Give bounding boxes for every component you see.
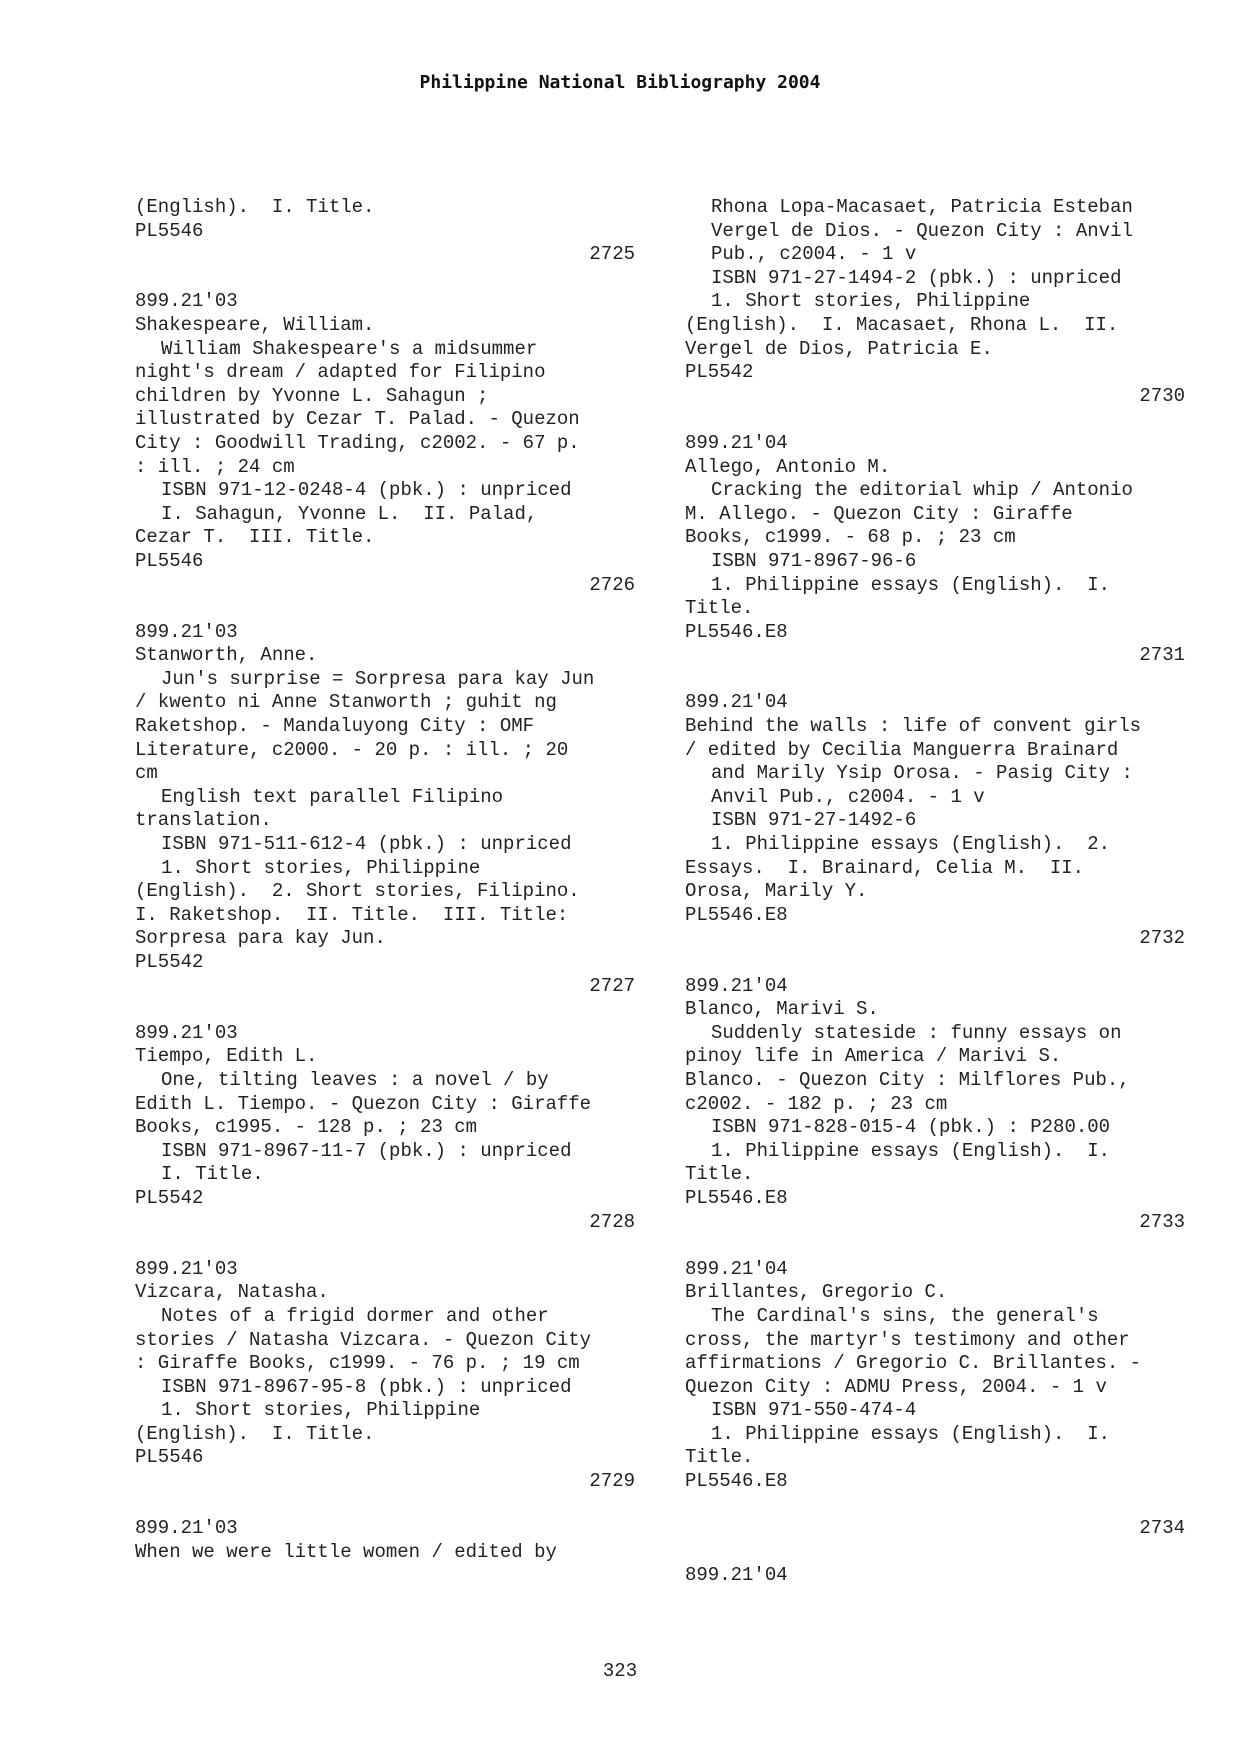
entry-number: 2733	[1139, 1210, 1185, 1233]
entry-line: ISBN 971-511-612-4 (pbk.) : unpriced	[161, 833, 572, 856]
entry-line: PL5546.E8	[685, 1470, 788, 1493]
entry-line: Allego, Antonio M.	[685, 455, 891, 478]
entry-line: Title.	[685, 1446, 754, 1469]
right-column	[685, 196, 1185, 1588]
entry-line: 899.21'04	[685, 1257, 788, 1280]
entry-line: 1. Short stories, Philippine	[161, 856, 481, 879]
entry-line: When we were little women / edited by	[135, 1540, 557, 1563]
entry-line: 899.21'03	[135, 1257, 238, 1280]
entry-line: ISBN 971-8967-11-7 (pbk.) : unpriced	[161, 1139, 572, 1162]
blank-line	[685, 408, 1185, 432]
blank-line	[685, 1541, 1185, 1565]
entry-number: 2727	[589, 974, 635, 997]
entry-line: I. Sahagun, Yvonne L. II. Palad,	[161, 502, 538, 525]
entry-line: c2002. - 182 p. ; 23 cm	[685, 1092, 948, 1115]
entry-line: : Giraffe Books, c1999. - 76 p. ; 19 cm	[135, 1352, 580, 1375]
entry-line: 899.21'04	[685, 691, 788, 714]
entry-line: PL5546	[135, 549, 204, 572]
blank-line	[135, 267, 635, 291]
entry-line: M. Allego. - Quezon City : Giraffe	[685, 502, 1073, 525]
blank-line	[135, 597, 635, 621]
entry-line: Rhona Lopa-Macasaet, Patricia Esteban	[711, 196, 1133, 218]
entry-line: / edited by Cecilia Manguerra Brainard	[685, 738, 1119, 761]
blank-line	[685, 951, 1185, 975]
entry-line: ISBN 971-27-1494-2 (pbk.) : unpriced	[711, 266, 1122, 289]
entry-line: and Marily Ysip Orosa. - Pasig City :	[711, 762, 1133, 785]
entry-line: Vergel de Dios, Patricia E.	[685, 337, 993, 360]
entry-line: City : Goodwill Trading, c2002. - 67 p.	[135, 431, 580, 454]
entry-line: Vergel de Dios. - Quezon City : Anvil	[711, 219, 1133, 242]
entry-line: Essays. I. Brainard, Celia M. II.	[685, 856, 1085, 879]
entry-line: cm	[135, 762, 158, 785]
entry-line: : ill. ; 24 cm	[135, 455, 295, 478]
entry-line: Edith L. Tiempo. - Quezon City : Giraffe	[135, 1092, 592, 1115]
entry-line: Tiempo, Edith L.	[135, 1045, 318, 1068]
entry-line: pinoy life in America / Marivi S.	[685, 1045, 1062, 1068]
entry-line: ISBN 971-27-1492-6	[711, 809, 917, 832]
page-title: Philippine National Bibliography 2004	[419, 72, 821, 93]
entry-line: One, tilting leaves : a novel / by	[161, 1068, 549, 1091]
entry-line: PL5546.E8	[685, 1186, 788, 1209]
entry-number: 2728	[589, 1210, 635, 1233]
entry-line: 1. Philippine essays (English). 2.	[711, 833, 1111, 856]
blank-line	[135, 998, 635, 1022]
entry-line: Shakespeare, William.	[135, 313, 375, 336]
blank-line	[685, 1494, 1185, 1518]
entry-line: Literature, c2000. - 20 p. : ill. ; 20	[135, 738, 569, 761]
entry-line: Suddenly stateside : funny essays on	[711, 1021, 1122, 1044]
entry-line: 1. Short stories, Philippine	[161, 1399, 481, 1422]
entry-line: I. Raketshop. II. Title. III. Title:	[135, 903, 569, 926]
entry-line: The Cardinal's sins, the general's	[711, 1304, 1099, 1327]
entry-line: Anvil Pub., c2004. - 1 v	[711, 785, 985, 808]
entry-line: Cezar T. III. Title.	[135, 526, 375, 549]
entry-line: translation.	[135, 809, 272, 832]
entry-line: English text parallel Filipino	[161, 785, 504, 808]
entry-line: William Shakespeare's a midsummer	[161, 337, 538, 360]
entry-line: (English). I. Macasaet, Rhona L. II.	[685, 313, 1119, 336]
entry-line: I. Title.	[161, 1163, 264, 1186]
blank-line	[135, 1494, 635, 1518]
entry-line: night's dream / adapted for Filipino	[135, 361, 546, 384]
entry-number: 2731	[1139, 644, 1185, 667]
entry-line: Title.	[685, 1163, 754, 1186]
entry-line: 1. Short stories, Philippine	[711, 290, 1031, 313]
entry-line: 899.21'04	[685, 431, 788, 454]
entry-line: (English). I. Title.	[135, 196, 375, 218]
entry-line: PL5546	[135, 219, 204, 242]
entry-line: 899.21'04	[685, 1564, 788, 1587]
entry-line: 899.21'03	[135, 290, 238, 313]
entry-number: 2730	[1139, 384, 1185, 407]
entry-line: cross, the martyr's testimony and other	[685, 1328, 1130, 1351]
entry-line: 899.21'04	[685, 974, 788, 997]
entry-line: ISBN 971-8967-95-8 (pbk.) : unpriced	[161, 1375, 572, 1398]
entry-number: 2725	[589, 243, 635, 266]
entry-number: 2732	[1139, 927, 1185, 950]
entry-line: PL5542	[685, 361, 754, 384]
entry-line: ISBN 971-550-474-4	[711, 1399, 917, 1422]
entry-line: PL5542	[135, 1186, 204, 1209]
page-number: 323	[602, 1660, 638, 1682]
entry-line: Books, c1995. - 128 p. ; 23 cm	[135, 1116, 478, 1139]
entry-line: (English). I. Title.	[135, 1422, 375, 1445]
entry-line: Jun's surprise = Sorpresa para kay Jun	[161, 667, 595, 690]
entry-number: 2734	[1139, 1517, 1185, 1540]
entry-line: 1. Philippine essays (English). I.	[711, 1139, 1111, 1162]
entry-number: 2726	[589, 573, 635, 596]
entry-line: PL5542	[135, 951, 204, 973]
blank-line	[685, 1234, 1185, 1258]
entry-line: Orosa, Marily Y.	[685, 880, 868, 903]
entry-line: Blanco, Marivi S.	[685, 998, 879, 1021]
entry-line: PL5546	[135, 1446, 204, 1469]
entry-line: affirmations / Gregorio C. Brillantes. -	[685, 1352, 1142, 1375]
entry-line: Raketshop. - Mandaluyong City : OMF	[135, 715, 535, 738]
entry-line: children by Yvonne L. Sahagun ;	[135, 384, 489, 407]
entry-line: Title.	[685, 597, 754, 620]
entry-line: ISBN 971-828-015-4 (pbk.) : P280.00	[711, 1116, 1111, 1139]
entry-line: 1. Philippine essays (English). I.	[711, 573, 1111, 596]
entry-line: ISBN 971-12-0248-4 (pbk.) : unpriced	[161, 479, 572, 502]
entry-line: Brillantes, Gregorio C.	[685, 1281, 948, 1304]
entry-line: Quezon City : ADMU Press, 2004. - 1 v	[685, 1375, 1107, 1398]
left-column	[135, 196, 635, 1564]
entry-line: / kwento ni Anne Stanworth ; guhit ng	[135, 691, 557, 714]
entry-line: 899.21'03	[135, 1517, 238, 1540]
entry-line: stories / Natasha Vizcara. - Quezon City	[135, 1328, 592, 1351]
entry-line: Blanco. - Quezon City : Milflores Pub.,	[685, 1068, 1130, 1091]
entry-number: 2729	[589, 1470, 635, 1493]
entry-line: Notes of a frigid dormer and other	[161, 1304, 549, 1327]
entry-line: 1. Philippine essays (English). I.	[711, 1422, 1111, 1445]
entry-line: illustrated by Cezar T. Palad. - Quezon	[135, 408, 580, 431]
entry-line: Pub., c2004. - 1 v	[711, 243, 917, 266]
entry-line: 899.21'03	[135, 620, 238, 643]
entry-line: PL5546.E8	[685, 903, 788, 926]
entry-line: (English). 2. Short stories, Filipino.	[135, 880, 580, 903]
entry-line: Stanworth, Anne.	[135, 644, 318, 667]
entry-line: Books, c1999. - 68 p. ; 23 cm	[685, 526, 1016, 549]
entry-line: Cracking the editorial whip / Antonio	[711, 479, 1133, 502]
blank-line	[685, 668, 1185, 692]
entry-line: Vizcara, Natasha.	[135, 1281, 329, 1304]
entry-line: PL5546.E8	[685, 620, 788, 643]
entry-line: 899.21'03	[135, 1021, 238, 1044]
entry-line: Sorpresa para kay Jun.	[135, 927, 386, 950]
blank-line	[135, 1234, 635, 1258]
entry-line: Behind the walls : life of convent girls	[685, 715, 1142, 738]
entry-line: ISBN 971-8967-96-6	[711, 549, 917, 572]
